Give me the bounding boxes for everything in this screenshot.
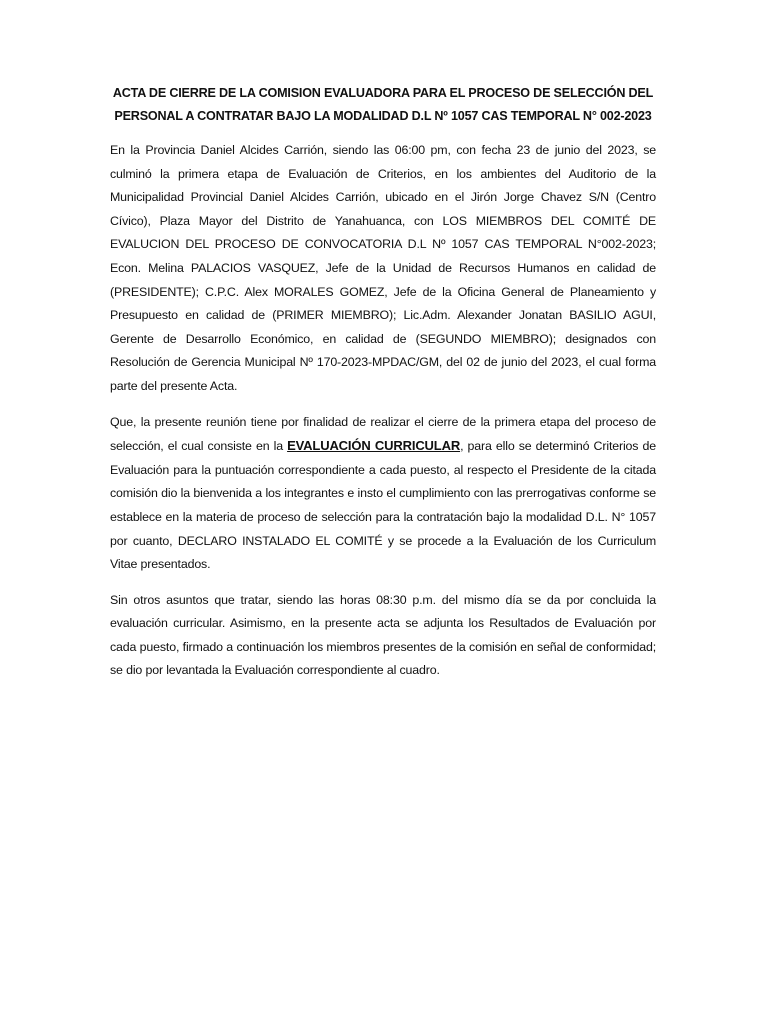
document-title: [110, 82, 656, 128]
title-line-2: PERSONAL A CONTRATAR BAJO LA MODALIDAD D.L Nº 1057 CAS TEMPORAL N° 002-2023: [114, 109, 652, 123]
paragraph-2-text-end: , para ello se determinó Criterios de Evaluación para la puntuación correspondiente a cada puesto, al respecto el Presidente de la citada comisión dio la bienvenida a los integrantes e insto el cumplimiento con las prerrogativas conforme se establece en la materia de proceso de selección para la contratación bajo la modalidad D.L. N° 1057 por cuanto, DECLARO INSTALADO EL COMITÉ y se procede a la Evaluación de los Curriculum Vitae presentados.: [110, 439, 656, 572]
paragraph-2-emphasis: EVALUACIÓN CURRICULAR: [287, 438, 461, 454]
paragraph-3: Sin otros asuntos que tratar, siendo las horas 08:30 p.m. del mismo día se da por concluida la evaluación curricular. Asimismo, en la presente acta se adjunta los Resultados de Evaluación por cada puesto, firmado a continuación los miembros presentes de la comisión en señal de conformidad; se dio por levantada la Evaluación correspondiente al cuadro.: [110, 592, 656, 678]
paragraph-2-text-start: Que, la presente reunión tiene por finalidad de realizar el cierre de la primera etapa del proceso de selección, el cual consiste en la: [110, 414, 656, 454]
paragraph-2: [110, 411, 656, 577]
title-line-1: ACTA DE CIERRE DE LA COMISION EVALUADORA PARA EL PROCESO DE SELECCIÓN DEL: [112, 86, 654, 100]
paragraph-1: En la Provincia Daniel Alcides Carrión, siendo las 06:00 pm, con fecha 23 de junio del 2023, se culminó la primera etapa de Evaluación de Criterios, en los ambientes del Auditorio de la Municipalidad Provincial Daniel Alcides Carrión, ubicado en el Jirón Jorge Chavez S/N (Centro Cívico), Plaza Mayor del Distrito de Yanahuanca, con LOS MIEMBROS DEL COMITÉ DE EVALUCION DEL PROCESO DE CONVOCATORIA D.L Nº 1057 CAS TEMPORAL N°002-2023; Econ. Melina PALACIOS VASQUEZ, Jefe de la Unidad de Recursos Humanos en calidad de (PRESIDENTE); C.P.C. Alex MORALES GOMEZ, Jefe de la Oficina General de Planeamiento y Presupuesto en calidad de (PRIMER MIEMBRO); Lic.Adm. Alexander Jonatan BASILIO AGUI, Gerente de Desarrollo Económico, en calidad de (SEGUNDO MIEMBRO); designados con Resolución de Gerencia Municipal Nº 170-2023-MPDAC/GM, del 02 de junio del 2023, el cual forma parte del presente Acta.: [110, 143, 656, 393]
